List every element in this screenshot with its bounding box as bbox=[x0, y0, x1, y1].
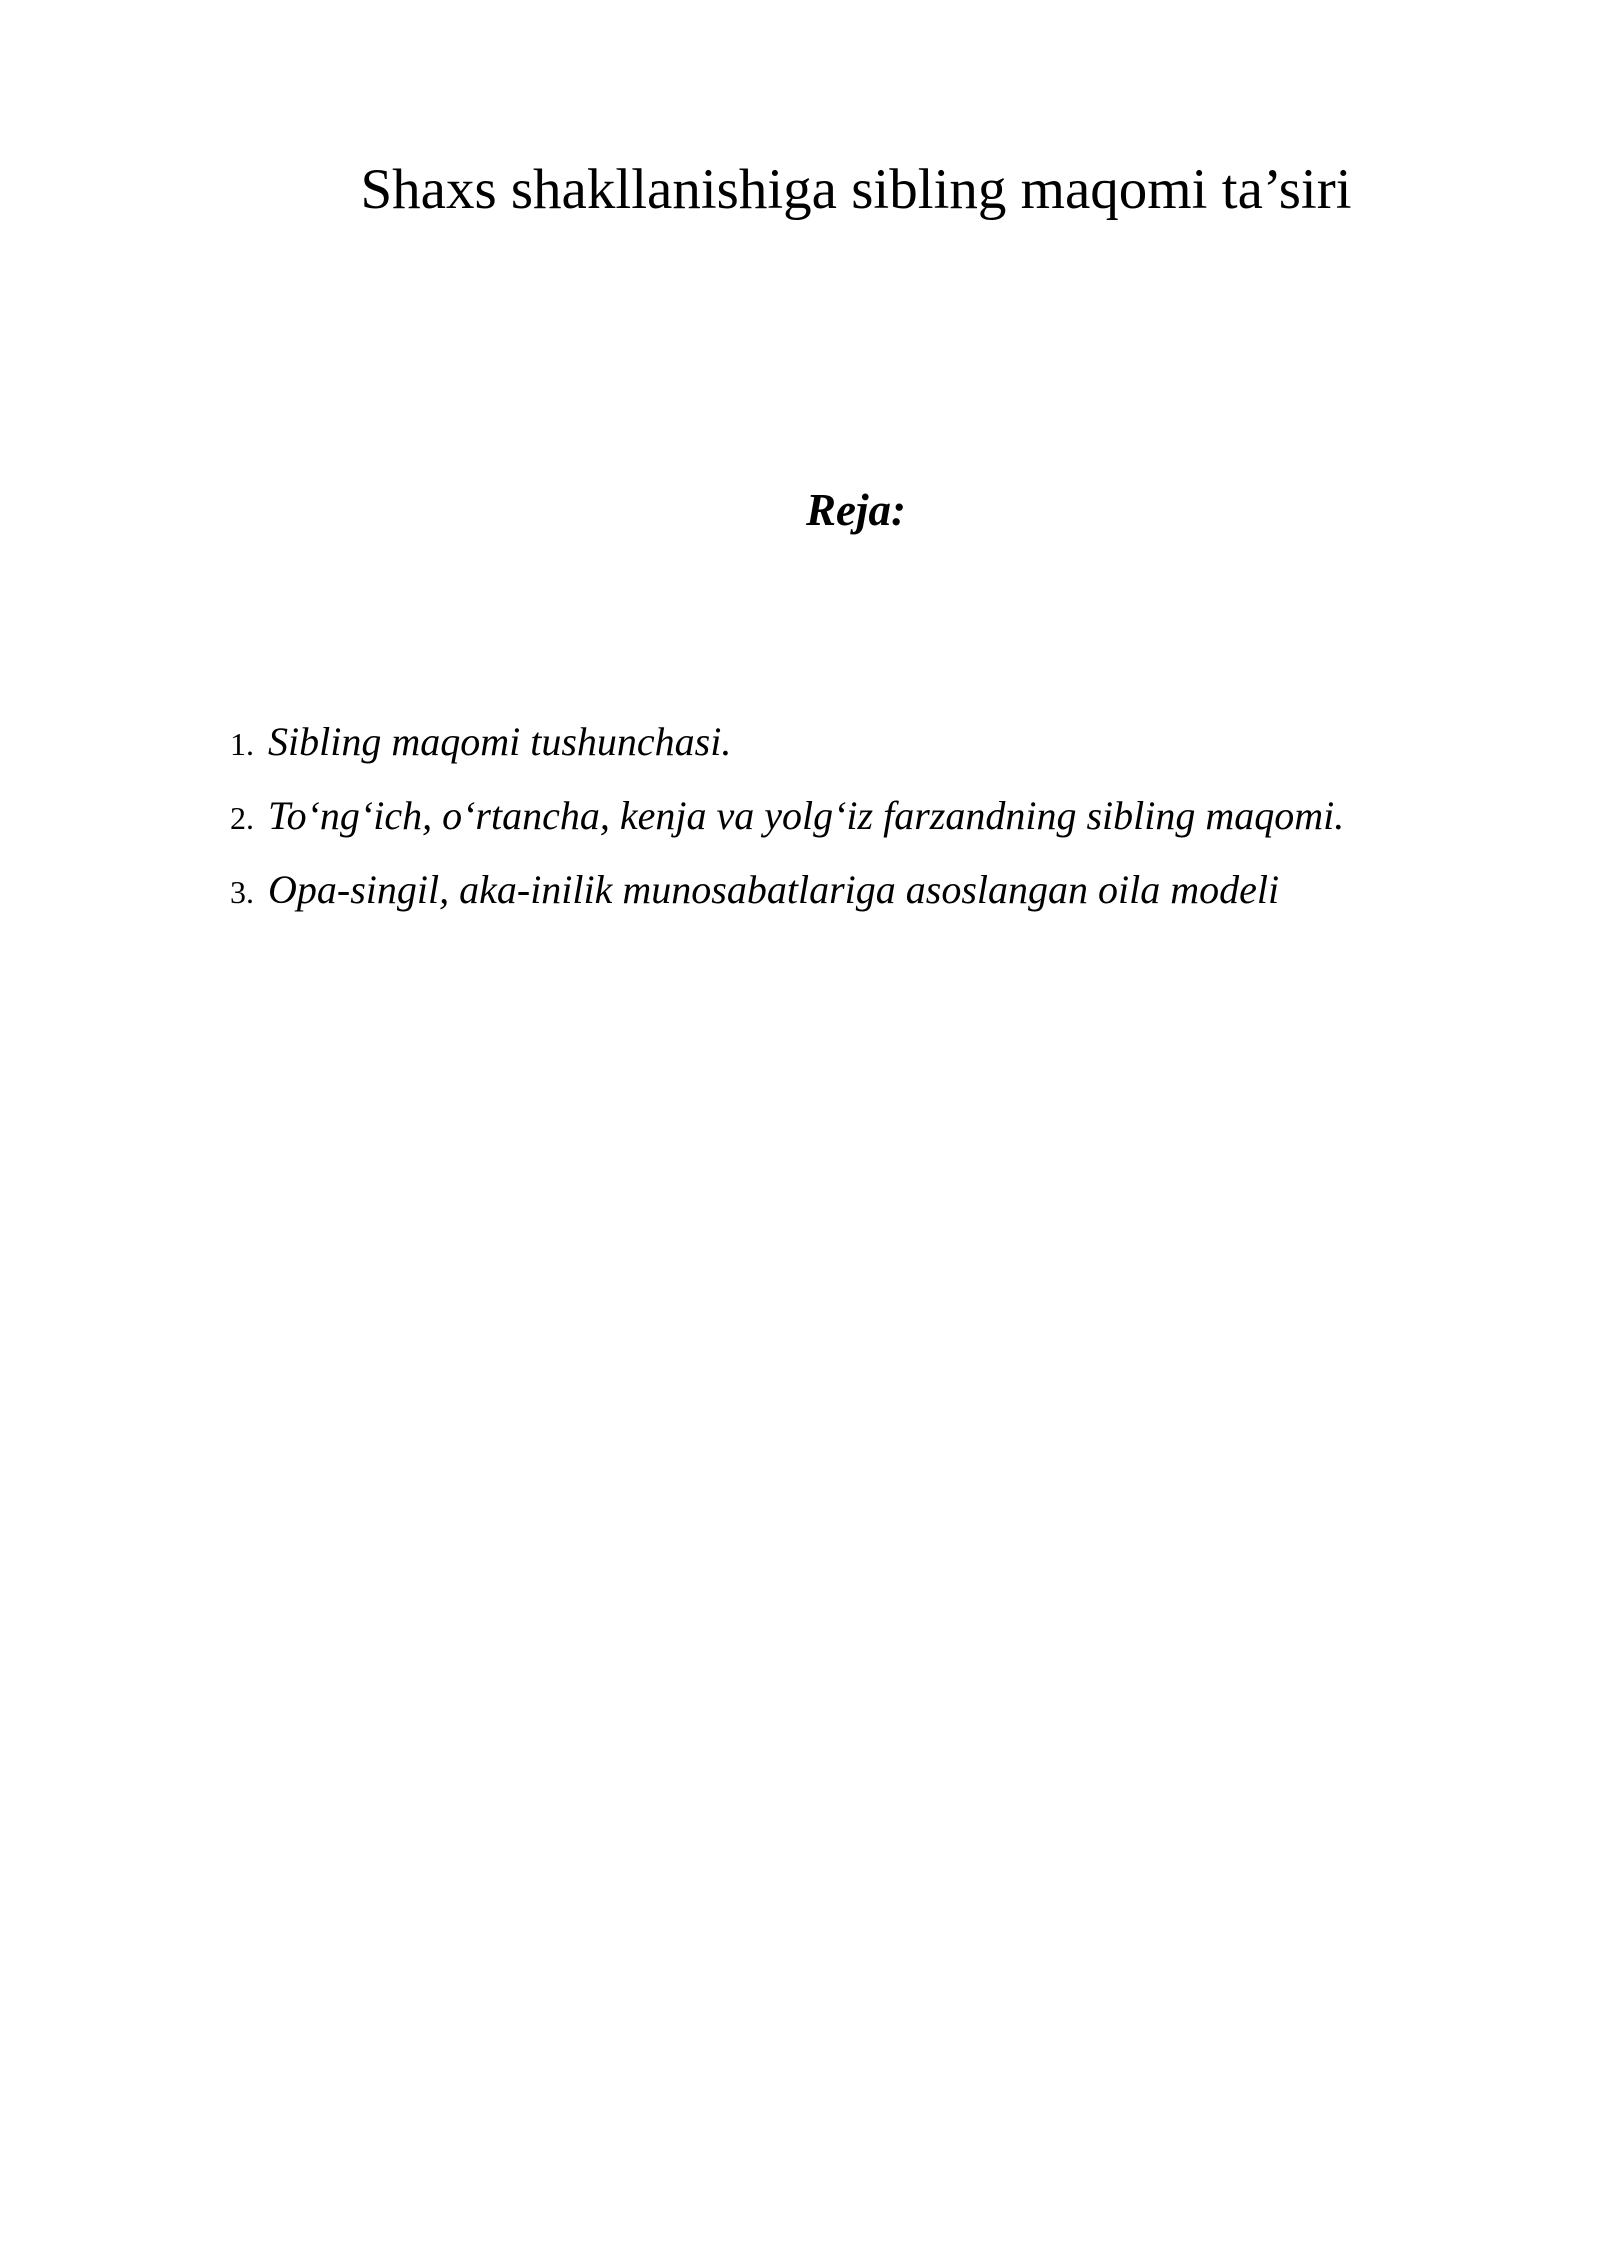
plan-item-text: Opa-singil, aka-inilik munosabatlariga asoslangan oila modeli bbox=[268, 867, 1280, 912]
plan-item-text: To‘ng‘ich, o‘rtancha, kenja va yolg‘iz farzandning sibling maqomi. bbox=[268, 793, 1345, 838]
plan-item-number: 3. bbox=[230, 874, 254, 910]
plan-item-number: 1. bbox=[230, 726, 254, 762]
plan-item-1 bbox=[230, 718, 1344, 792]
plan-heading: Reja: bbox=[806, 485, 906, 535]
plan-item-3 bbox=[230, 866, 1344, 940]
plan-item-2 bbox=[230, 792, 1344, 866]
plan-item-text: Sibling maqomi tushunchasi. bbox=[268, 719, 732, 764]
plan-list bbox=[230, 718, 1344, 940]
plan-item-number: 2. bbox=[230, 800, 254, 836]
document-title: Shaxs shakllanishiga sibling maqomi ta’siri bbox=[360, 158, 1352, 221]
